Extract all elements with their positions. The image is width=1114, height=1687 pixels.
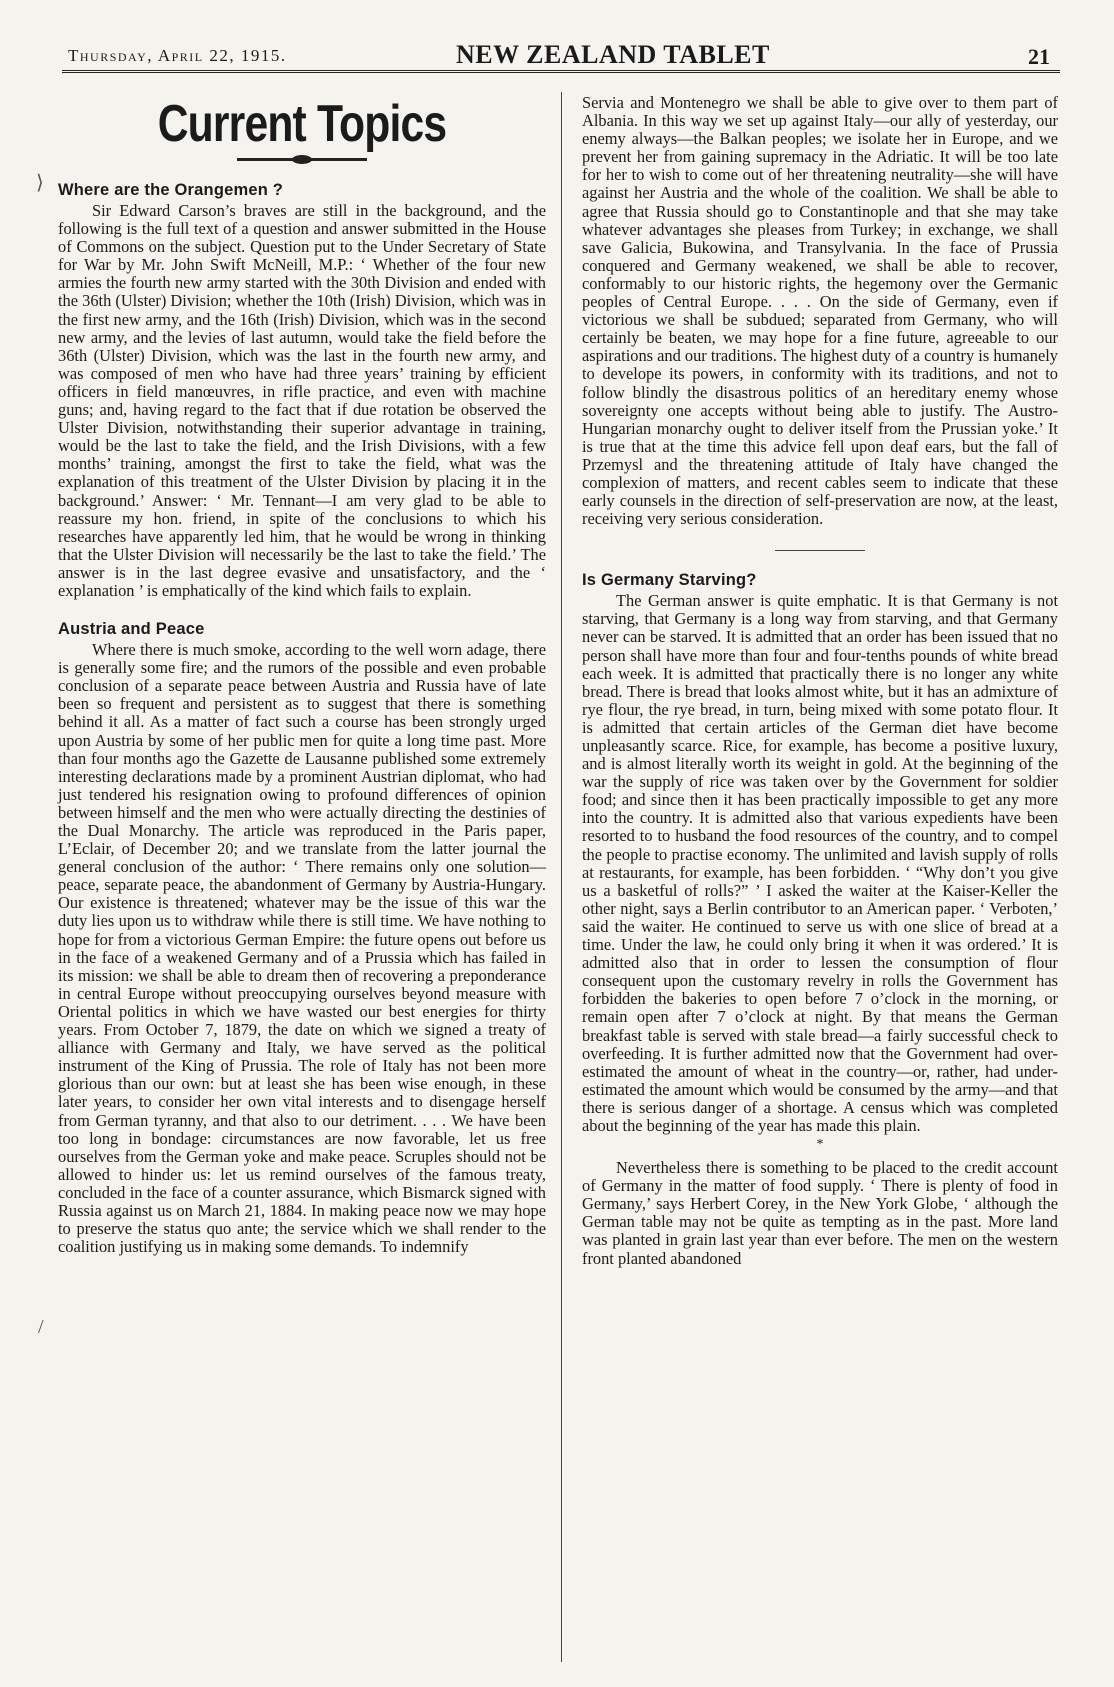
- article-heading-orangemen: Where are the Orangemen ?: [58, 181, 284, 199]
- ornamental-rule: [237, 158, 367, 161]
- article-body-germany-p2: Nevertheless there is something to be placed to the credit account of Germany in the matter of food supply. ‘ There is plenty of food in Germany,’ says Herbert Corey, in the New York Globe, ‘ although the German table may not be quite as tempting as in the past. More land was planted in grain last year than ever before. The men on the western front planted abandoned: [582, 1158, 1058, 1268]
- left-column: [58, 94, 546, 1256]
- margin-pencil-mark: /: [38, 1316, 44, 1338]
- article-separator: [775, 550, 865, 551]
- article-heading-austria: Austria and Peace: [58, 620, 205, 639]
- article-heading-germany: Is Germany Starving?: [582, 571, 757, 590]
- paragraph-separator: *: [816, 1137, 824, 1153]
- margin-pencil-mark: ⟩: [36, 172, 44, 194]
- newspaper-title: NEW ZEALAND TABLET: [456, 40, 770, 69]
- issue-date: Thursday, April 22, 1915.: [68, 46, 287, 65]
- article-body-germany-p1: The German answer is quite emphatic. It is that Germany is not starving, that Germany is a long way from starving, and that Germany never can be starved. It is admitted that an order has been issued that no person shall have more than four and four-tenths pounds of white bread each week. It is admitted that practically there is no longer any white bread. There is bread that looks almost white, but it has an admixture of rye flour, the rye bread, in turn, being mixed with some potato flour. It is admitted that certain articles of the German diet have become unpleasantly scarce. Rice, for example, has become a positive luxury, and is almost literally worth its weight in gold. At the beginning of the war the supply of rice was taken over by the Government for soldier food; and since then it has been practically impossible to get any more into the country. It is admitted also that various expedients have been resorted to to husband the food resources of the country, and to compel the people to practise economy. The unlimited and lavish supply of rolls at restaurants, for example, has been forbidden. ‘ “Why don’t you give us a basketful of rolls?” ’ I asked the waiter at the Kaiser-Keller the other night, says a Berlin contributor to an American paper. ‘ Verboten,’ said the waiter. He continued to serve us with one slice of bread at a time. Under the law, he could only bring it when it was ordered.’ It is admitted also that in order to lessen the consumption of flour consequent upon the customary revelry in rolls the Government has forbidden the bakeries to open before 7 o’clock in the morning, or remain open after 7 o’clock at night. By that means the German breakfast table is served with stale bread—a fairly successful check to overfeeding. It is further admitted now that the Government had over-estimated the amount of wheat in the country—or, rather, had under-estimated the amount which would be consumed by the army—and that there is serious danger of a shortage. A census which was completed about the beginning of the year has made this plain.: [582, 591, 1058, 1135]
- article-body-austria-part1: Where there is much smoke, according to the well worn adage, there is generally some fire; and the rumors of the possible and even probable conclusion of a separate peace between Austria and Russia have of late been so frequent and persistent as to suggest that there is something behind it all. As a matter of fact such a course has been strongly urged upon Austria by some of her public men for quite a long time past. More than four months ago the Gazette de Lausanne published some extremely interesting declarations made by a prominent Austrian diplomat, who had just tendered his resignation owing to profound differences of opinion between himself and the men who were actually directing the destinies of the Dual Monarchy. The article was reproduced in the Paris paper, L’Eclair, of December 20; and we translate from the latter journal the general conclusion of the author: ‘ There remains only one solution—peace, separate peace, the abandonment of Germany by Austria-Hungary. Our existence is threatened; whatever may be the issue of this war the duty lies upon us to withdraw while there is still time. We have nothing to hope for from a victorious German Empire: the future opens out before us in the face of a weakened Germany and of a Prussia which has failed in its mission: we shall be able to dream then of recovering a preponderance in central Europe without preoccupying ourselves beyond measure with Oriental politics in which we have wasted our best energies for thirty years. From October 7, 1879, the date on which we signed a treaty of alliance with Germany and Italy, we have served as the political instrument of the King of Prussia. The role of Italy has not been more glorious than our own: but at least she has been wise enough, in these later years, to consider her own vital interests and to disengage herself from German tyranny, and that also to our detriment. . . . We have been too long in bondage: circumstances are now favorable, let us free ourselves from the German yoke and make peace. Scruples should not be allowed to hinder us: let us remind ourselves of the famous treaty, concluded in the face of a counter assurance, which Bismarck signed with Russia against us on March 21, 1884. In making peace now we may hope to preserve the status quo ante; the service which we shall render to the coalition justifying us in making some demands. To indemnify: [58, 640, 546, 1257]
- right-column: [582, 94, 1058, 1268]
- article-body-austria-part2: Servia and Montenegro we shall be able to give over to them part of Albania. In this way we set up against Italy—our ally of yesterday, our enemy always—the Balkan peoples; we isolate her in Europe, and we prevent her from gaining supremacy in the Adriatic. It will be too late for her to wish to come out of her threatening neutrality—she will have against her Austria and the whole of the coalition. We shall be able to agree that Russia should go to Constantinople and that she may take whatever advantages she pleases from Turkey; in exchange, we shall save Galicia, Bukowina, and Transylvania. In the face of Prussia conquered and Germany weakened, we shall be able to recover, conformably to our historic rights, the hegemony over the Germanic peoples of Central Europe. . . . On the side of Germany, even if victorious we shall be subdued; separated from Germany, who will certainly be beaten, we may hope for a fine future, agreeable to our aspirations and our traditions. The highest duty of a country is humanely to develope its powers, in conformity with its traditions, and not to follow blindly the disastrous politics of an hereditary enemy whose sovereignty one accepts without being able to justify. The Austro-Hungarian monarchy ought to deliver itself from the Prussian yoke.’ It is true that at the time this advice fell upon deaf ears, but the fall of Przemysl and the threatening attitude of Italy have changed the complexion of matters, and recent cables seem to indicate that these early counsels in the direction of self-preservation are now, at the least, receiving very serious consideration.: [582, 93, 1058, 529]
- section-title: Current Topics: [157, 95, 447, 153]
- masthead: [62, 40, 1060, 73]
- article-body-orangemen: Sir Edward Carson’s braves are still in the background, and the following is the full text of a question and answer submitted in the House of Commons on the subject. Question put to the Under Secretary of State for War by Mr. John Swift McNeill, M.P.: ‘ Whether of the four new armies the fourth new army started with the 30th Division and ended with the 36th (Ulster) Division; whether the 10th (Irish) Division, which was in the first new army, and the 16th (Irish) Division, which was in the second new army, and the levies of last autumn, would take the field before the 36th (Ulster) Division, which was the last in the fourth new army, and was composed of men who have had three years’ training by efficient officers in field manœuvres, in rifle practice, and even with machine guns; and, having regard to the fact that if due rotation be observed the Ulster Division, notwithstanding their superior advantage in training, would be the last to take the field, and the Irish Divisions, with a few months’ training, amongst the first to take the field, what was the explanation of this treatment of the Ulster Division by placing it in the background.’ Answer: ‘ Mr. Tennant—I am very glad to be able to reassure my hon. friend, in spite of the conclusions to which his researches have apparently led him, that he would be wrong in thinking that the Ulster Division will necessarily be the last to take the field.’ The answer is in the last degree evasive and unsatisfactory, and the ‘ explanation ’ is emphatically of the kind which fails to explain.: [58, 201, 546, 600]
- column-divider: [561, 92, 562, 1662]
- page-number: 21: [1028, 44, 1050, 69]
